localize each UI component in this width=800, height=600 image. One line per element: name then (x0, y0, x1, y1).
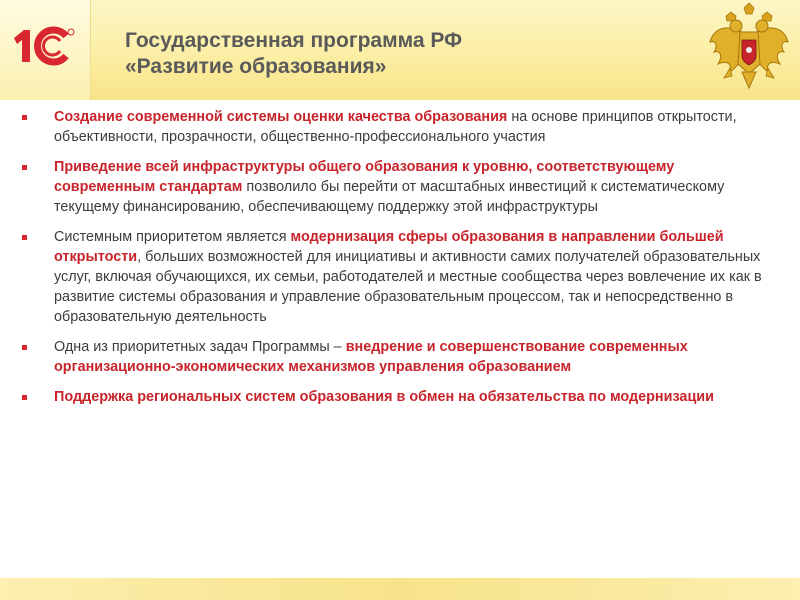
list-item (22, 157, 777, 217)
logo-box (0, 0, 91, 100)
bullet-3-text-start: Системным приоритетом является (54, 229, 291, 245)
1c-logo-icon (8, 24, 78, 68)
square-bullet-icon (22, 235, 27, 240)
bullet-3-text-end: , больших возможностей для инициативы и активности самих получателей образовательных услуг, включая обучающихся, их семьи, работодателей и местные сообщества через вовлечение их как в развитие системы образования и управление образовательным процессом, так и непосредственно в образовательную деятельность (54, 249, 762, 325)
bullet-5-highlight: Поддержка региональных систем образования в обмен на обязательства по модернизации (54, 389, 714, 405)
russian-coat-of-arms-icon (706, 2, 792, 98)
bullet-1-highlight: Создание современной системы оценки качества образования (54, 109, 508, 125)
square-bullet-icon (22, 345, 27, 350)
bullet-2-text: позволило бы перейти от масштабных инвестиций к систематическому текущему финансированию, обеспечивающему поддержку этой инфраструктуры (54, 179, 725, 215)
square-bullet-icon (22, 115, 27, 120)
list-item (22, 107, 777, 147)
list-item (22, 387, 777, 407)
bullet-4-highlight: внедрение и совершенствование современных организационно-экономических механизмов управления образованием (54, 339, 688, 375)
footer-band (0, 578, 800, 600)
list-item (22, 337, 777, 377)
list-item (22, 227, 777, 327)
bullet-list (22, 107, 777, 417)
bullet-2-highlight: Приведение всей инфраструктуры общего образования к уровню, соответствующему современным стандартам (54, 159, 675, 195)
page-title (125, 28, 685, 80)
bullet-4-text: Одна из приоритетных задач Программы – (54, 339, 346, 355)
bullet-3-highlight: модернизация сферы образования в направлении большей открытости (54, 229, 724, 265)
square-bullet-icon (22, 395, 27, 400)
square-bullet-icon (22, 165, 27, 170)
title-line-1: Государственная программа РФ (125, 29, 463, 52)
title-line-2: «Развитие образования» (125, 55, 387, 78)
bullet-1-text: на основе принципов открытости, объективности, прозрачности, общественно-профессионального участия (54, 109, 737, 145)
